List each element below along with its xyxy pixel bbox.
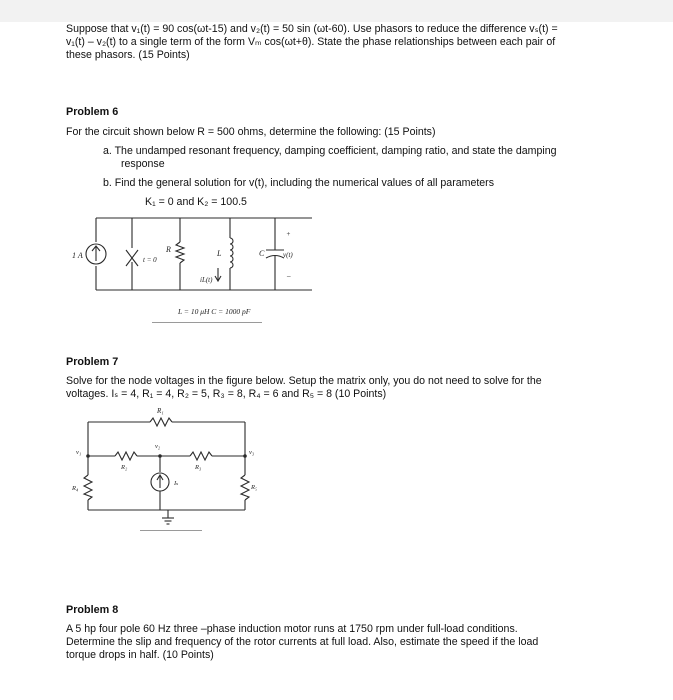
resistor-r4	[84, 475, 92, 500]
v2-label: v₂	[155, 443, 161, 450]
intro-line-1: Suppose that v₁(t) = 90 cos(ωt-15) and v₂(t) = 50 sin (ωt-60). Use phasors to reduce the difference vₛ(t) =	[66, 23, 558, 35]
resistor-label: R	[166, 245, 171, 254]
r2-label: R₂	[121, 464, 128, 471]
r5-label: R₅	[251, 484, 258, 491]
resistor-r2	[115, 452, 137, 460]
intro-line-3: these phasors. (15 Points)	[66, 49, 190, 61]
scan-underline-2	[140, 530, 202, 531]
problem7-title: Problem 7	[66, 356, 119, 368]
resistor-r1	[150, 418, 172, 426]
intro-line-2: v₁(t) – v₂(t) to a single term of the form Vₘ cos(ωt+θ). State the phase relationships between each pair of	[66, 36, 556, 48]
problem7-line-1: Solve for the node voltages in the figure below. Setup the matrix only, you do not need to solve for the	[66, 375, 542, 387]
inductor-current-label: iL(t)	[200, 276, 213, 284]
problem6-item-b: b. Find the general solution for v(t), including the numerical values of all parameters	[103, 177, 494, 189]
problem8-title: Problem 8	[66, 604, 119, 616]
is-label: Iₛ	[174, 480, 179, 487]
plus-sign: +	[286, 230, 291, 238]
problem6-constants: K₁ = 0 and K₂ = 100.5	[145, 196, 247, 208]
resistor-r5	[241, 475, 249, 500]
capacitor-label: C	[259, 249, 265, 258]
resistor-r3	[190, 452, 212, 460]
problem8-line-1: A 5 hp four pole 60 Hz three –phase induction motor runs at 1750 rpm under full-load conditions.	[66, 623, 518, 635]
source-label: 1 A	[72, 251, 83, 260]
r4-label: R₄	[72, 485, 79, 492]
problem8-line-2: Determine the slip and frequency of the rotor currents at full load. Also, estimate the speed if the load	[66, 636, 539, 648]
switch-label: t = 0	[143, 256, 157, 264]
problem6-prompt: For the circuit shown below R = 500 ohms, determine the following: (15 Points)	[66, 126, 436, 138]
problem8-line-3: torque drops in half. (10 Points)	[66, 649, 214, 661]
r3-label: R₃	[195, 464, 202, 471]
inductor-label: L	[217, 249, 222, 258]
problem6-title: Problem 6	[66, 106, 119, 118]
ground-icon	[162, 510, 174, 524]
r1-label: R₁	[157, 407, 164, 415]
v1-label: v₁	[76, 449, 82, 456]
component-values: L = 10 μH C = 1000 pF	[178, 307, 251, 316]
problem6-item-a-cont: response	[121, 158, 165, 170]
v3-label: v₃	[249, 449, 255, 456]
problem7-line-2: voltages. Iₛ = 4, R₁ = 4, R₂ = 5, R₃ = 8, R₄ = 6 and R₅ = 8 (10 Points)	[66, 388, 387, 400]
problem6-item-a: a. The undamped resonant frequency, damping coefficient, damping ratio, and state the damping	[103, 145, 557, 157]
output-voltage-label: v(t)	[283, 251, 293, 259]
minus-sign: −	[286, 272, 292, 281]
current-source-is	[151, 473, 169, 491]
